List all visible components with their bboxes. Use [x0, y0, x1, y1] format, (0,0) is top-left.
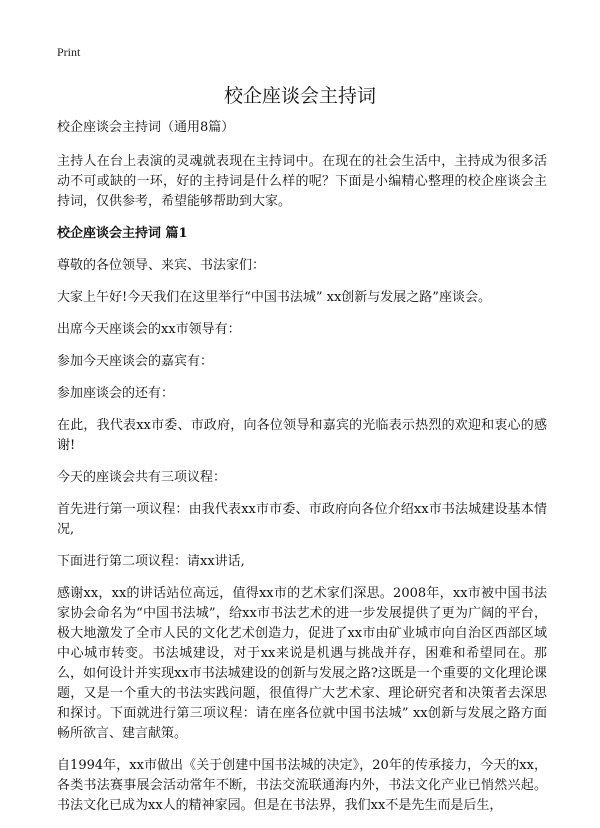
paragraph: 自1994年，xx市做出《关于创建中国书法城的决定》，20年的传承接力，今天的xx，各类书法赛事展会活动常年不断，书法交流联通海内外，书法文化产业已悄然兴起。书法文化已成为xx人的精神家园。但是在书法界，我们xx不是先生而是后生， — [57, 758, 547, 813]
paragraph: 出席今天座谈会的xx市领导有： — [57, 322, 241, 337]
paragraph: 今天的座谈会共有三项议程： — [57, 470, 227, 485]
paragraph: 在此，我代表xx市委、市政府，向各位领导和嘉宾的光临表示热烈的欢迎和衷心的感谢! — [57, 418, 547, 453]
paragraph: 参加今天座谈会的嘉宾有： — [57, 354, 214, 369]
document-title: 校企座谈会主持词 — [223, 85, 376, 107]
paragraph: 尊敬的各位领导、来宾、书法家们： — [57, 258, 266, 273]
document-subtitle: 校企座谈会主持词（通用8篇） — [57, 120, 235, 135]
paragraph: 下面进行第二项议程：请xx讲话, — [57, 554, 245, 569]
document-body — [57, 118, 547, 828]
section-heading: 校企座谈会主持词 篇1 — [57, 226, 188, 241]
paragraph: 参加座谈会的还有： — [57, 386, 175, 401]
paragraph: 首先进行第一项议程：由我代表xx市市委、市政府向各位介绍xx市书法城建设基本情况, — [57, 502, 547, 537]
paragraph: 感谢xx，xx的讲话站位高远，值得xx市的艺术家们深思。2008年，xx市被中国书法家协会命名为“中国书法城”，给xx市书法艺术的进一步发展提供了更为广阔的平台，极大地激发了全市人民的文化艺术创造力，促进了xx市由矿业城市向自治区西部区域中心城市转变。书法城建设，对于xx来说是机遇与挑战并存，困难和希望同在。那么，如何设计并实现xx市书法城建设的创新与发展之路?这既是一个重要的文化理论课题，又是一个重大的书法实践问题，很值得广大艺术家、理论研究者和决策者去深思和探讨。下面就进行第三项议程：请在座各位就中国书法城” xx创新与发展之路方面畅所欲言、建言献策。 — [57, 586, 547, 741]
print-link[interactable]: Print — [57, 45, 81, 59]
paragraph: 大家上午好!今天我们在这里举行“中国书法城” xx创新与发展之路”座谈会。 — [57, 290, 491, 305]
intro-paragraph: 主持人在台上表演的灵魂就表现在主持词中。在现在的社会生活中，主持成为很多活动不可或缺的一环，好的主持词是什么样的呢？下面是小编精心整理的校企座谈会主持词，仅供参考，希望能够帮助到大家。 — [57, 154, 547, 209]
